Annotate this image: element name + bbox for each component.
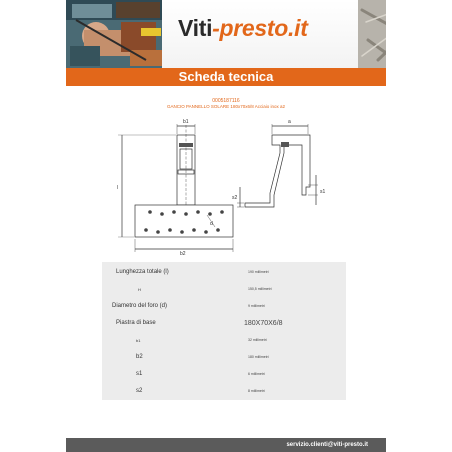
label-a: a	[288, 119, 291, 125]
label-b1: b1	[183, 119, 189, 125]
technical-drawing	[100, 115, 360, 260]
logo-accent-text: -presto.it	[212, 15, 308, 41]
screws-photo	[358, 0, 386, 68]
spec-row	[102, 384, 346, 399]
label-d: d	[210, 221, 213, 227]
spec-label: Diametro del foro (d)	[112, 303, 168, 309]
spec-row	[102, 316, 346, 331]
spec-label: b1	[136, 338, 141, 343]
label-l: l	[117, 185, 119, 191]
spec-value: 9 millimetri	[248, 304, 265, 308]
footer-bar	[66, 438, 386, 452]
title-banner	[66, 68, 386, 86]
spec-label: s2	[136, 388, 143, 394]
spec-value: 6 millimetri	[248, 372, 265, 376]
spec-row	[102, 265, 346, 280]
side-profile	[245, 135, 310, 207]
contact-email-link[interactable]: servizio.clienti@viti-presto.it	[286, 442, 368, 448]
product-title: GANCIO PANNELLO SOLARE 180x70x6/8 Acciaio inox a2	[167, 104, 285, 109]
label-s2: s2	[232, 195, 238, 201]
spec-label: Piastra di base	[116, 320, 156, 326]
spec-value: 180X70X6/8	[244, 320, 283, 327]
spec-label: b2	[136, 354, 143, 360]
tools-photo	[66, 0, 166, 68]
spec-value: 190 millimetri	[248, 270, 269, 274]
logo-main-text: Viti	[178, 15, 213, 41]
spec-value: 180 millimetri	[248, 355, 269, 359]
product-code: 0005187116	[212, 98, 240, 104]
brand-logo	[178, 15, 308, 42]
spec-label: H	[138, 287, 141, 292]
label-s1: s1	[320, 189, 326, 195]
spec-row	[102, 350, 346, 365]
spec-row	[102, 282, 346, 297]
spec-label: s1	[136, 371, 143, 377]
header-banner	[66, 0, 386, 68]
spec-value: 8 millimetri	[248, 389, 265, 393]
page-title: Scheda tecnica	[178, 69, 274, 84]
spec-value: 150,5 millimetri	[248, 287, 272, 291]
label-b2: b2	[180, 251, 186, 257]
spec-value: 32 millimetri	[248, 338, 267, 342]
base-plate	[135, 205, 233, 237]
spec-row	[102, 299, 346, 314]
spec-label: Lunghezza totale (l)	[116, 269, 169, 275]
spec-table	[102, 262, 346, 400]
spec-row	[102, 333, 346, 348]
spec-row	[102, 367, 346, 382]
